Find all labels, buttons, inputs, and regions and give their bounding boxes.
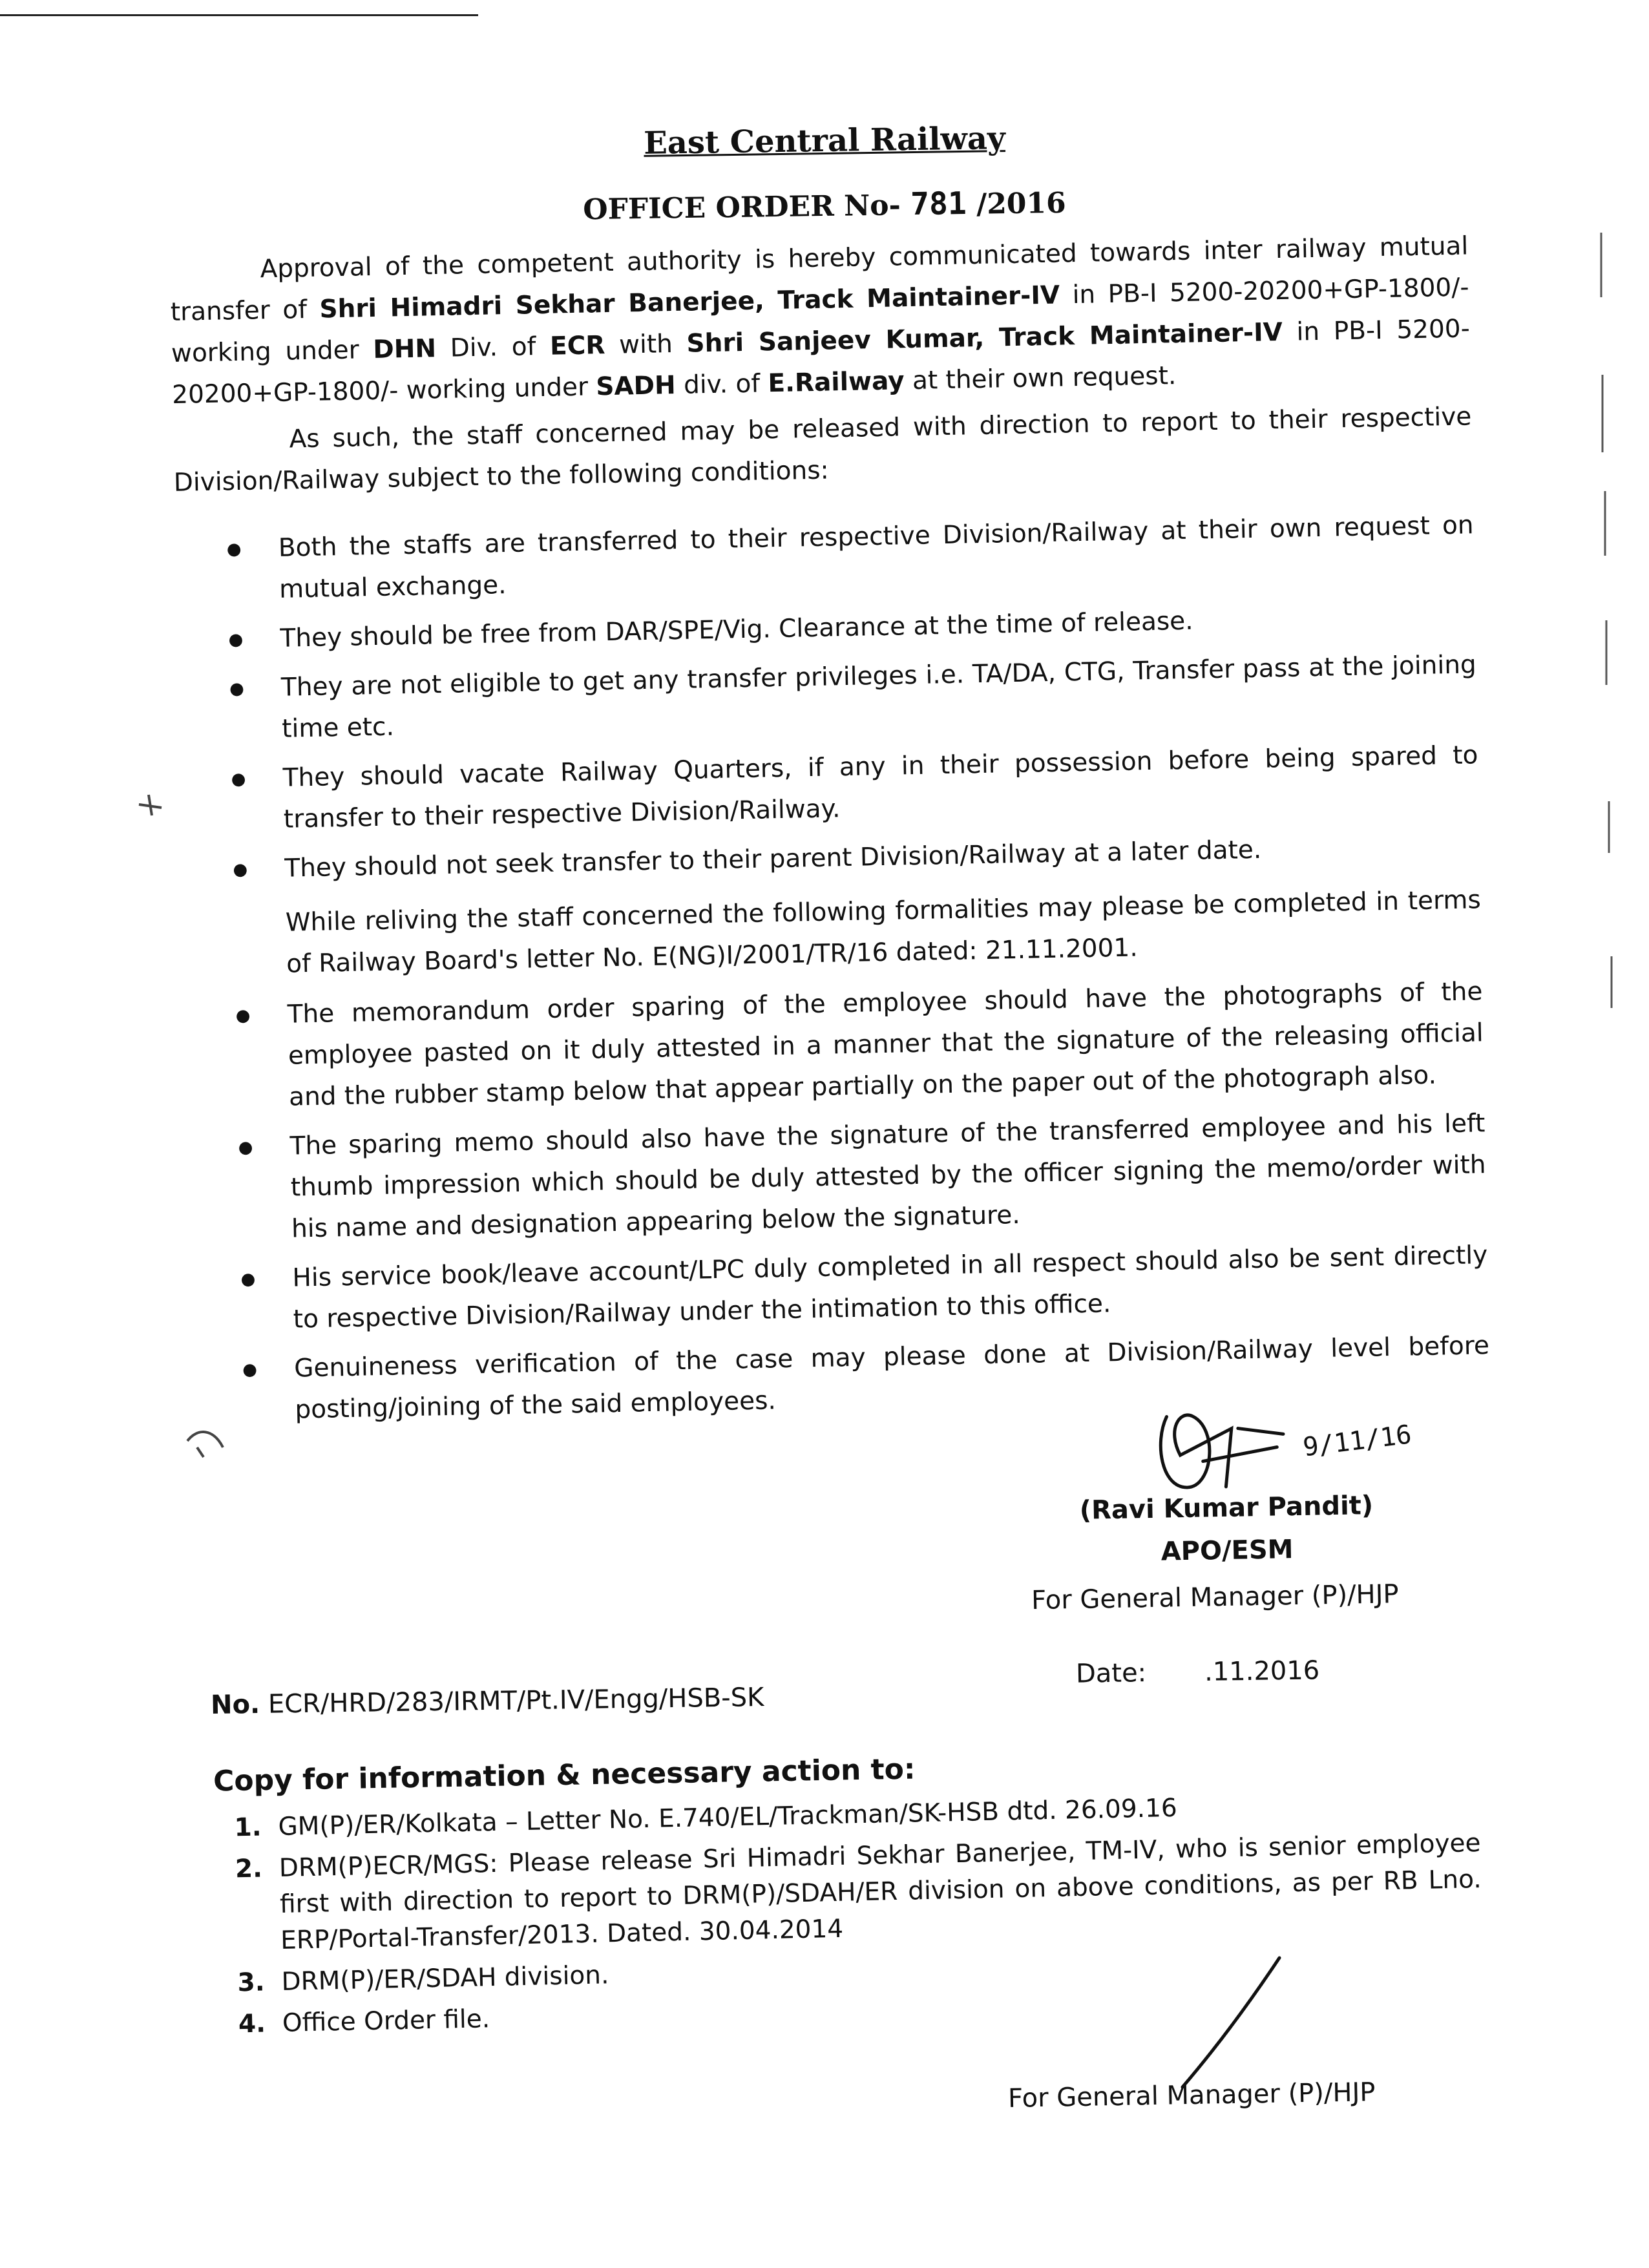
copy-heading: Copy for information & necessary action to: (213, 1752, 916, 1798)
item-text: GM(P)/ER/Kolkata – Letter No. E.740/EL/Trackman/SK-HSB dtd. 26.09.16 (278, 1793, 1178, 1842)
signatory-for-line: For General Manager (P)/HJP (1031, 1579, 1399, 1616)
list-item: ● They should not seek transfer to their parent Division/Railway at a later date. (284, 825, 1480, 890)
date-label: Date: (1075, 1658, 1147, 1689)
division-1: DHN (372, 334, 437, 364)
order-body (169, 226, 1491, 1440)
reference-number (211, 1683, 764, 1720)
intro-text: Approval of the competent authority is hereby communicated towards inter railway mutual transfer of (170, 231, 1469, 327)
intro-text: div. of (675, 369, 768, 400)
railway-1: ECR (549, 331, 605, 361)
list-item: ● The sparing memo should also have the signature of the transferred employee and his left thumb impression which should be duly attested by the officer signing the memo/order with his name and designation appearing below the signature. (289, 1103, 1487, 1250)
list-item: ● Genuineness verification of the case may please done at Division/Railway level before posting/joining of the said employees. (294, 1325, 1491, 1431)
intro-paragraph (169, 226, 1471, 416)
conditions-intro: As such, the staff concerned may be released with direction to report to their respective Division/Railway subject to the following conditions: (173, 402, 1472, 498)
item-number: 4. (238, 2009, 266, 2039)
division-2: SADH (596, 370, 677, 402)
list-item: ● The memorandum order sparing of the employee should have the photographs of the employee pasted on it duly attested in a manner that the signature of the releasing official and the rubber stamp below that appear partially on the paper out of the photograph also. (287, 971, 1484, 1118)
title-text: East Central Railway (643, 120, 1006, 162)
item-number: 1. (234, 1812, 262, 1843)
reference-label: No. (210, 1689, 260, 1720)
list-item: ● They are not eligible to get any transfer privileges i.e. TA/DA, CTG, Transfer pass at the joining time etc. (280, 644, 1477, 750)
intro-text: with (604, 329, 688, 361)
item-text: DRM(P)/ER/SDAH division. (281, 1960, 609, 1997)
employee-1: Shri Himadri Sekhar Banerjee, Track Maintainer-IV (319, 280, 1060, 324)
list-item: ● His service book/leave account/LPC duly completed in all respect should also be sent directly to respective Division/Railway under the intimation to this office. (292, 1235, 1489, 1340)
signatory-name: (Ravi Kumar Pandit) (1079, 1490, 1374, 1526)
order-number-handwritten: 781 (910, 185, 967, 223)
item-number: 2. (235, 1854, 263, 1884)
intro-text: in PB-I 5200-20200+GP-1800/- working under (171, 314, 1471, 410)
office-order-number (0, 176, 1649, 235)
list-item: ● They should vacate Railway Quarters, if any in their possession before being spared to transfer to their respective Division/Railway. (282, 735, 1479, 840)
order-prefix: OFFICE ORDER No- (582, 189, 911, 227)
signature-block (1031, 1385, 1489, 1781)
signature-date-text: 9/11/16 (1301, 1420, 1413, 1463)
formalities-intro: While reliving the staff concerned the following formalities may please be completed in terms of Railway Board's letter No. E(NG)I/2001/TR/16 dated: 21.11.2001. (285, 885, 1482, 979)
top-rule (0, 14, 478, 16)
order-suffix: /2016 (966, 186, 1067, 221)
copy-list (234, 1784, 1484, 2047)
employee-2: Shri Sanjeev Kumar, Track Maintainer-IV (686, 317, 1283, 359)
copy-footer-for-line: For General Manager (P)/HJP (1007, 2077, 1376, 2114)
conditions-list (174, 505, 1480, 891)
signatory-designation: APO/ESM (1161, 1535, 1294, 1567)
list-item: ● They should be free from DAR/SPE/Vig. Clearance at the time of release. (280, 595, 1476, 660)
list-item: ● Both the staffs are transferred to their respective Division/Railway at their own request on mutual exchange. (278, 505, 1475, 610)
railway-2: E.Railway (768, 366, 905, 399)
intro-text: at their own request. (904, 361, 1177, 396)
item-number: 3. (237, 1968, 266, 1998)
date-value: .11.2016 (1204, 1655, 1320, 1687)
reference-date (1076, 1655, 1320, 1688)
handwritten-initial-mark (1170, 1951, 1286, 2094)
page-title (0, 111, 1649, 171)
item-text: DRM(P)ECR/MGS: Please release Sri Himadri Sekhar Banerjee, TM-IV, who is senior employee first with direction to report to DRM(P)/SDAH/ER division on above conditions, as per RB Lno. ERP/Portal-Transfer/2013. Dated. 30.04.2014 (278, 1829, 1482, 1955)
signature-date (1302, 1387, 1420, 1486)
formalities-list (184, 971, 1491, 1433)
reference-value: ECR/HRD/283/IRMT/Pt.IV/Engg/HSB-SK (268, 1683, 764, 1719)
list-item (235, 1825, 1482, 1959)
item-text: Office Order file. (282, 2004, 490, 2038)
intro-text: Div. of (436, 331, 551, 364)
intro-text: in PB-I 5200-20200+GP-1800/- working under (171, 273, 1469, 368)
